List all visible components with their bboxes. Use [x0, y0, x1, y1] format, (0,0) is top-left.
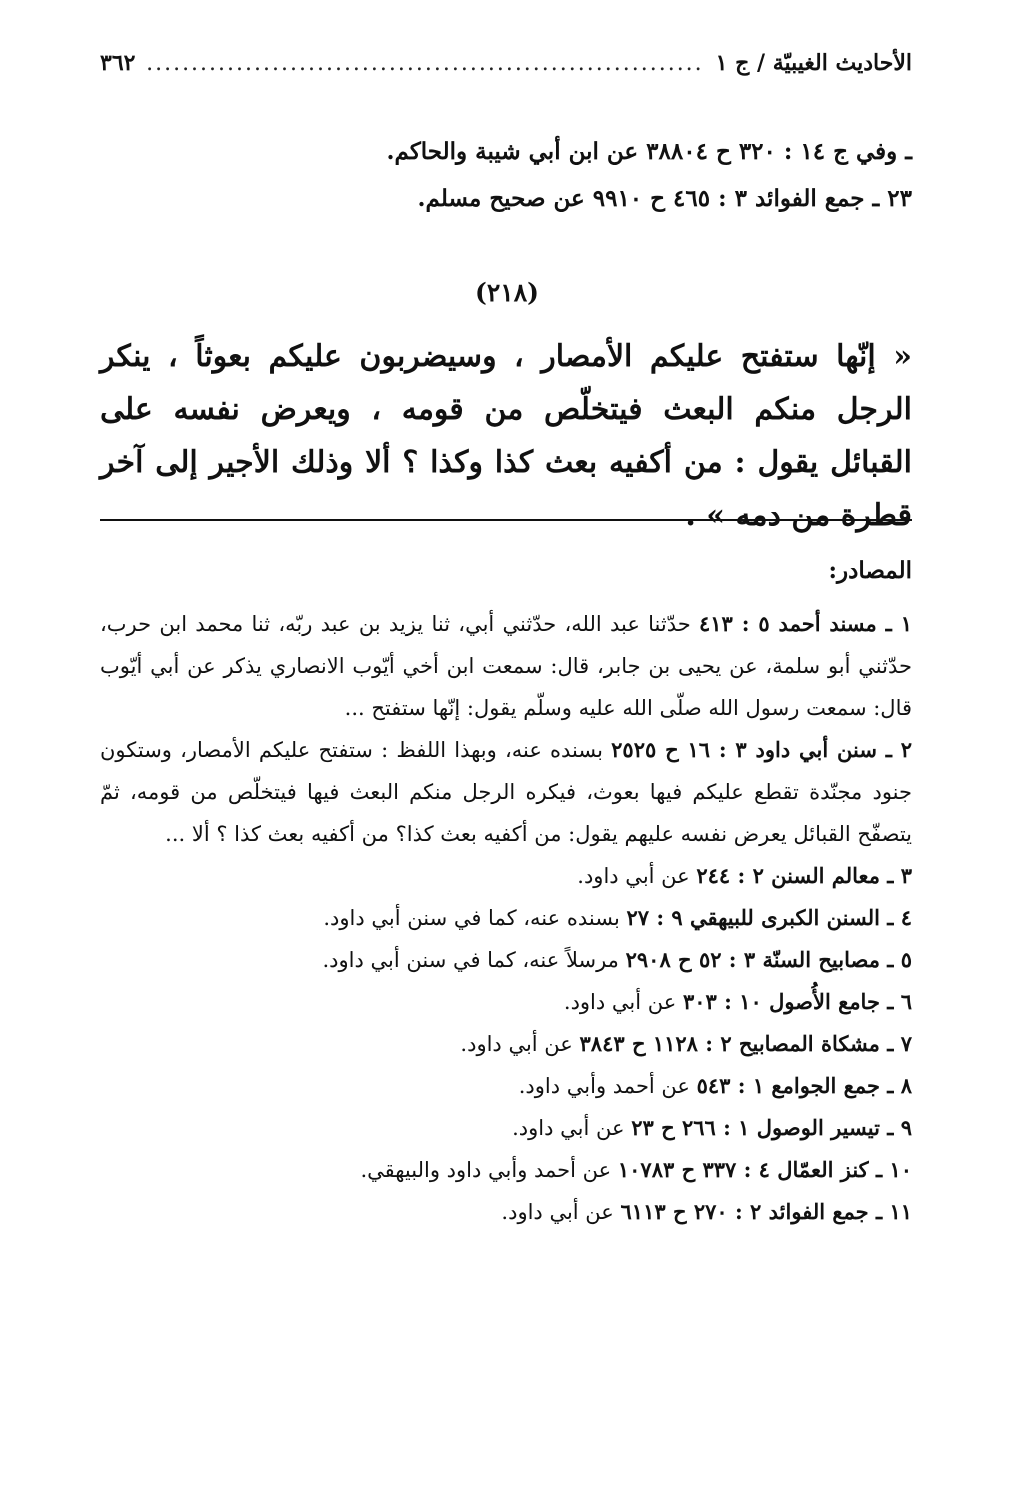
- top-note-1: [387, 136, 912, 168]
- leader-dots: [147, 51, 703, 76]
- hadith-number: (٢١٨): [475, 278, 539, 307]
- top-note-2-text: عن صحيح مسلم.: [417, 185, 593, 212]
- source-ref: ٨ ـ جمع الجوامع ١ : ٥٤٣: [696, 1073, 912, 1098]
- source-item: [100, 1023, 912, 1065]
- source-item: [100, 729, 912, 855]
- running-header: [100, 50, 912, 76]
- source-item: [100, 603, 912, 729]
- source-item: [100, 981, 912, 1023]
- source-item: [100, 1107, 912, 1149]
- source-ref: ١ ـ مسند أحمد ٥ : ٤١٣: [698, 611, 913, 636]
- source-text: عن أبي داود.: [512, 1116, 632, 1140]
- source-text: عن أحمد وأبي داود والبيهقي.: [360, 1158, 618, 1182]
- source-ref: ٢ ـ سنن أبي داود ٣ : ١٦ ح ٢٥٢٥: [611, 737, 912, 762]
- source-text: حدّثنا عبد الله، حدّثني أبي، ثنا يزيد بن عبد ربّه، ثنا محمد ابن حرب، حدّثني أبو سلمة، عن يحيى بن جابر، قال: سمعت ابن أخي أيّوب الانصاري يذكر عن أبي أيّوب قال: سمعت رسول الله صلّى الله عليه وسلّم يقول: إنّها ستفتح ...: [100, 612, 912, 720]
- source-ref: ٥ ـ مصابيح السنّة ٣ : ٥٢ ح ٢٩٠٨: [625, 947, 912, 972]
- sources-title: المصادر:: [828, 557, 912, 584]
- hadith-text: « إنّها ستفتح عليكم الأمصار ، وسيضربون عليكم بعوثاً ، ينكر الرجل منكم البعث فيتخلّص من قومه ، ويعرض نفسه على القبائل يقول : من أكفيه بعث كذا وكذا ؟ ألا وذلك الأجير إلى آخر قطرة من دمه » .: [100, 339, 913, 533]
- source-item: [100, 855, 912, 897]
- top-note-2: [418, 183, 912, 215]
- source-item: [100, 1065, 912, 1107]
- sources-list: [100, 603, 912, 1233]
- source-text: عن أبي داود.: [563, 990, 683, 1014]
- page-number: ٣٦٢: [100, 50, 136, 76]
- source-ref: ٧ ـ مشكاة المصابيح ٢ : ١١٢٨ ح ٣٨٤٣: [579, 1031, 912, 1056]
- source-ref: ١١ ـ جمع الفوائد ٢ : ٢٧٠ ح ٦١١٣: [620, 1199, 912, 1224]
- source-text: عن أبي داود.: [577, 864, 697, 888]
- source-ref: ٣ ـ معالم السنن ٢ : ٢٤٤: [696, 863, 912, 888]
- source-text: مرسلاً عنه، كما في سنن أبي داود.: [322, 948, 626, 972]
- source-ref: ٦ ـ جامع الأُصول ١٠ : ٣٠٣: [682, 989, 912, 1014]
- source-text: بسنده عنه، كما في سنن أبي داود.: [323, 906, 627, 930]
- source-ref: ١٠ ـ كنز العمّال ٤ : ٣٣٧ ح ١٠٧٨٣: [617, 1157, 912, 1182]
- source-text: عن أبي داود.: [501, 1200, 621, 1224]
- top-note-2-ref: ٢٣ ـ جمع الفوائد ٣ : ٤٦٥ ح ٩٩١٠: [592, 185, 912, 212]
- top-note-1-text: ـ وفي ج ١٤ : ٣٢٠ ح ٣٨٨٠٤ عن ابن أبي شيبة والحاكم.: [386, 138, 912, 165]
- source-item: [100, 939, 912, 981]
- footnote-divider: [100, 519, 912, 521]
- source-item: [100, 1191, 912, 1233]
- source-text: عن أبي داود.: [460, 1032, 580, 1056]
- book-title: الأحاديث الغيبيّة / ج ١: [715, 50, 912, 76]
- source-ref: ٤ ـ السنن الكبرى للبيهقي ٩ : ٢٧: [626, 905, 912, 930]
- source-item: [100, 897, 912, 939]
- source-text: عن أحمد وأبي داود.: [518, 1074, 697, 1098]
- source-text: بسنده عنه، وبهذا اللفظ : ستفتح عليكم الأمصار، وستكون جنود مجنّدة تقطع عليكم فيها بعوث، فيكره الرجل منكم البعث فيها فيتخلّص من قومه، ثمّ يتصفّح القبائل يعرض نفسه عليهم يقول: من أكفيه بعث كذا؟ من أكفيه بعث كذا ؟ ألا ...: [100, 738, 912, 846]
- source-item: [100, 1149, 912, 1191]
- source-ref: ٩ ـ تيسير الوصول ١ : ٢٦٦ ح ٢٣: [631, 1115, 912, 1140]
